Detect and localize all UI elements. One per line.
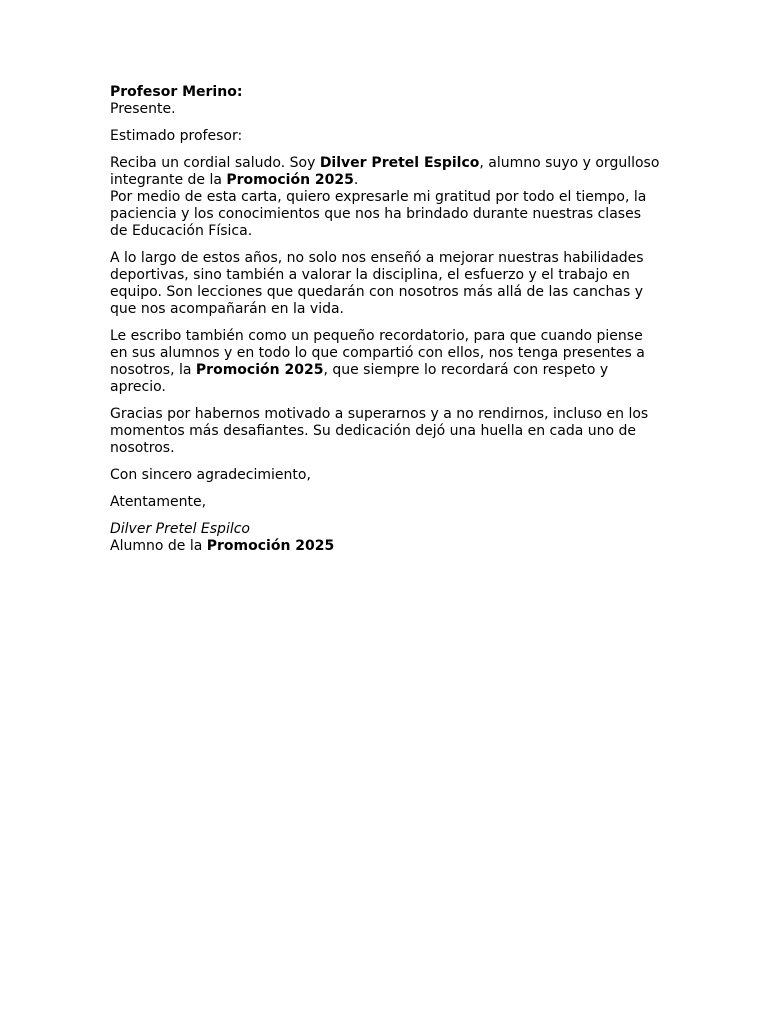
reminder-text-b: , que siempre lo recordará con respeto y aprecio.: [110, 362, 609, 395]
intro-text-c: .: [353, 172, 359, 188]
lessons-paragraph: A lo largo de estos años, no solo nos enseñó a mejorar nuestras habilidades deportivas, sino también a valorar la disciplina, el esfuerzo y el trabajo en equipo. Son lecciones que quedarán con nosotros más allá de las canchas y que nos acompañarán en la vida.: [110, 250, 644, 317]
intro-text-a: Reciba un cordial saludo. Soy: [110, 155, 320, 171]
signature-role-line: [110, 538, 662, 555]
valediction-line: Atentamente,: [110, 494, 207, 510]
greeting-line: Estimado profesor:: [110, 128, 243, 144]
student-name: Dilver Pretel Espilco: [319, 155, 480, 171]
presente-line: Presente.: [110, 101, 176, 117]
closing-line: Con sincero agradecimiento,: [110, 467, 311, 483]
signature-name-line: [110, 521, 662, 538]
intro-text-b: , alumno suyo y orgulloso integrante de la: [110, 155, 660, 188]
thanks-paragraph: Gracias por habernos motivado a superarnos y a no rendirnos, incluso en los momentos más desafiantes. Su dedicación dejó una huella en cada uno de nosotros.: [110, 406, 649, 456]
intro-paragraph: [110, 155, 662, 189]
gratitude-paragraph: Por medio de esta carta, quiero expresarle mi gratitud por todo el tiempo, la paciencia y los conocimientos que nos ha brindado durante nuestras clases de Educación Física.: [110, 189, 647, 239]
recipient-name: Profesor Merino:: [110, 84, 243, 100]
reminder-text-a: Le escribo también como un pequeño recordatorio, para que cuando piense en sus alumnos y en todo lo que compartió con ellos, nos tenga presentes a nosotros, la: [110, 328, 645, 378]
signature-role-text: Alumno de la: [110, 538, 207, 554]
signature-name: Dilver Pretel Espilco: [110, 521, 250, 537]
letter-document: [110, 84, 662, 555]
promotion-label: Promoción 2025: [226, 172, 354, 188]
recipient-line: [110, 84, 662, 101]
promotion-label: Promoción 2025: [195, 362, 324, 378]
reminder-paragraph: [110, 328, 662, 396]
promotion-label: Promoción 2025: [206, 538, 335, 554]
